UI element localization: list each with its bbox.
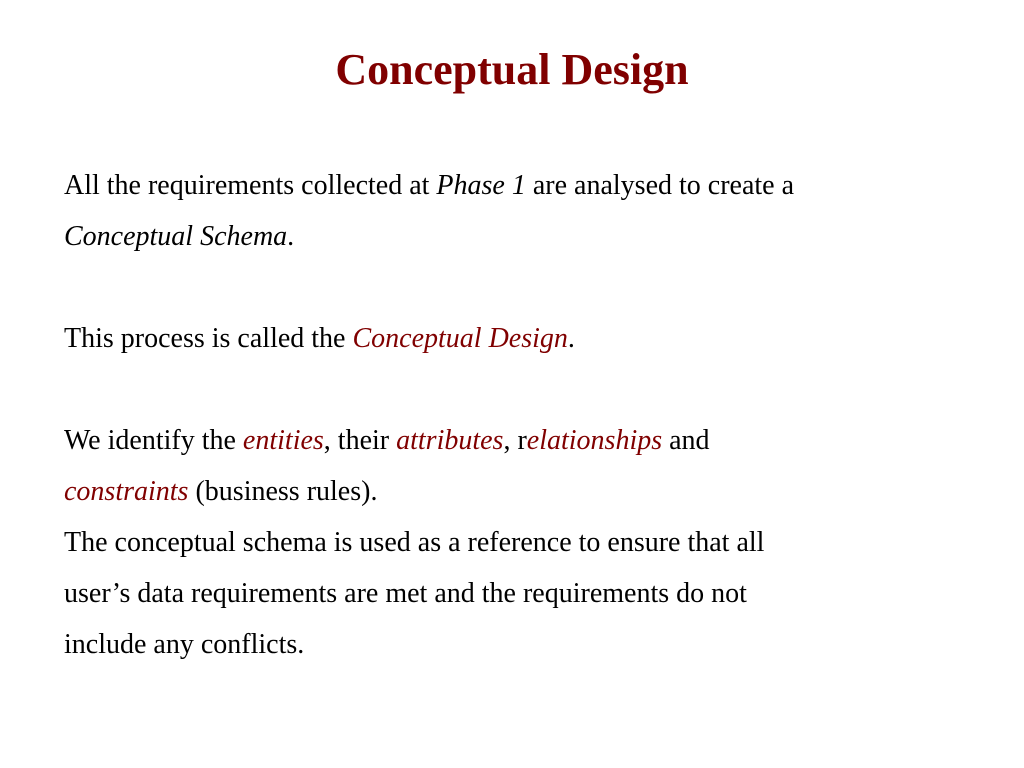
paragraph-line xyxy=(64,466,974,517)
attributes-term: attributes xyxy=(396,425,504,456)
text-run: . xyxy=(287,221,295,252)
text-run: , r xyxy=(503,425,527,456)
paragraph-line: include any conflicts. xyxy=(64,629,305,660)
paragraph-line xyxy=(64,415,974,466)
paragraph-line xyxy=(64,211,974,262)
phase-term: Phase 1 xyxy=(436,170,526,201)
paragraph-line xyxy=(64,313,974,364)
constraints-term: constraints xyxy=(64,476,189,507)
paragraph-line xyxy=(64,160,974,211)
slide-body xyxy=(64,160,974,670)
text-run: , their xyxy=(323,425,397,456)
relationships-term: elationships xyxy=(526,425,663,456)
text-run: and xyxy=(662,425,710,456)
text-run: are analysed to create a xyxy=(525,170,795,201)
paragraph-schema-reference xyxy=(64,517,974,670)
conceptual-design-term: Conceptual Design xyxy=(352,323,568,354)
paragraph-gap xyxy=(64,262,974,313)
paragraph-gap xyxy=(64,364,974,415)
text-run: This process is called the xyxy=(64,323,353,354)
paragraph-line: user’s data requirements are met and the requirements do not xyxy=(64,578,747,609)
conceptual-schema-term: Conceptual Schema xyxy=(64,221,288,252)
text-run: . xyxy=(567,323,575,354)
text-run: (business rules). xyxy=(188,476,378,507)
paragraph-process xyxy=(64,313,974,364)
paragraph-line: The conceptual schema is used as a reference to ensure that all xyxy=(64,527,765,558)
text-run: All the requirements collected at xyxy=(64,170,437,201)
text-run: We identify the xyxy=(64,425,243,456)
entities-term: entities xyxy=(242,425,324,456)
slide-title: Conceptual Design xyxy=(335,45,689,94)
paragraph-requirements xyxy=(64,160,974,262)
paragraph-identify xyxy=(64,415,974,517)
